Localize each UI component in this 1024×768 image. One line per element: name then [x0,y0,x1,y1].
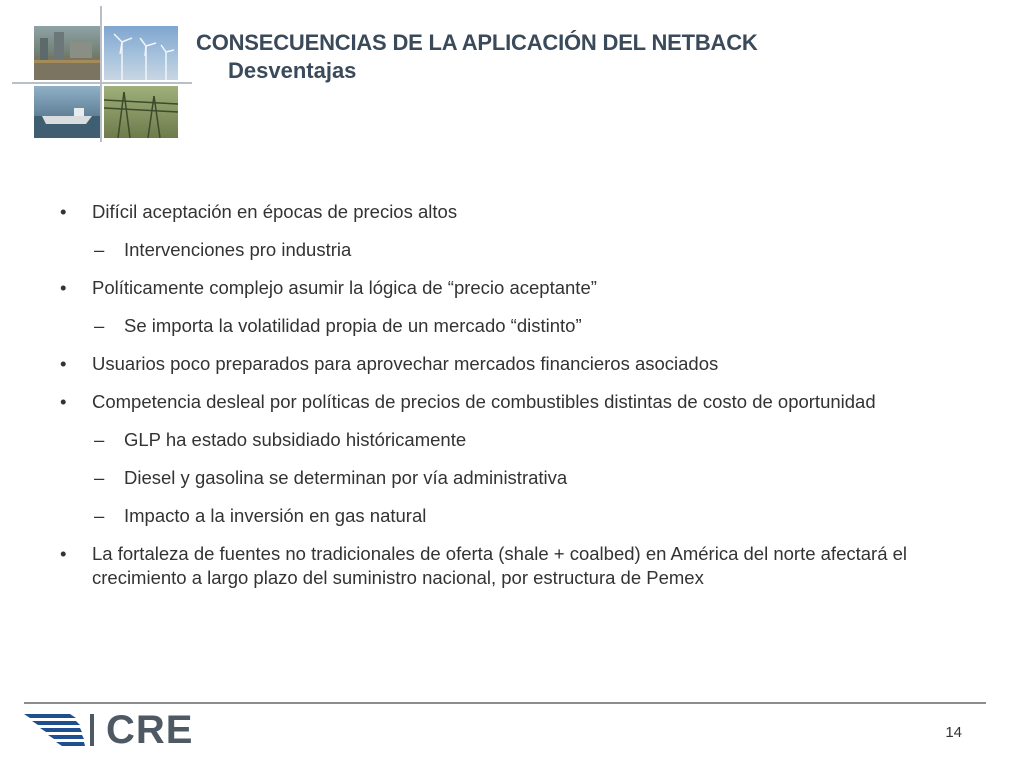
bullet-item [60,276,940,300]
sub-bullet-item [60,238,940,262]
collage-divider-vertical [100,6,102,142]
sub-bullet-text: Impacto a la inversión en gas natural [124,505,427,526]
bullet-marker: • [60,391,67,412]
bullet-item [60,542,940,590]
dash-marker: – [94,315,105,336]
sub-bullet-item [60,314,940,338]
bullet-text: Difícil aceptación en épocas de precios altos [92,201,458,222]
industrial-plant-photo [34,26,100,80]
sub-bullet-item [60,466,940,490]
sub-bullet-text: Se importa la volatilidad propia de un mercado “distinto” [124,315,582,336]
dash-marker: – [94,467,105,488]
page-number: 14 [945,724,962,741]
sub-bullet-text: Diesel y gasolina se determinan por vía administrativa [124,467,568,488]
header-photo-collage [12,6,192,142]
sub-bullet-text: Intervenciones pro industria [124,239,352,260]
cre-logo [24,708,194,752]
dash-marker: – [94,429,105,450]
wind-turbines-photo [104,26,178,80]
logo-wordmark: CRE [106,708,194,752]
slide-header [196,30,758,84]
bullet-marker: • [60,353,67,374]
bullet-item [60,200,940,224]
cre-logo-stripes-icon [24,712,104,748]
bullet-item [60,390,940,414]
dash-marker: – [94,239,105,260]
bullet-text: Políticamente complejo asumir la lógica de “precio aceptante” [92,277,597,298]
slide-subtitle: Desventajas [228,58,357,83]
bullet-list [60,200,940,604]
slide-title: CONSECUENCIAS DE LA APLICACIÓN DEL NETBACK [196,30,758,55]
bullet-marker: • [60,543,67,564]
power-lines-photo [104,86,178,138]
collage-divider-horizontal [12,82,192,84]
footer-divider [24,702,986,704]
dash-marker: – [94,505,105,526]
bullet-marker: • [60,277,67,298]
sub-bullet-text: GLP ha estado subsidiado históricamente [124,429,467,450]
bullet-text: Competencia desleal por políticas de precios de combustibles distintas de costo de oportunidad [92,391,876,412]
sub-bullet-item [60,504,940,528]
bullet-item [60,352,940,376]
tanker-ship-photo [34,86,100,138]
sub-bullet-item [60,428,940,452]
bullet-text: La fortaleza de fuentes no tradicionales de oferta (shale + coalbed) en América del norte afectará el crecimiento a largo plazo del suministro nacional, por estructura de Pemex [92,543,908,588]
bullet-text: Usuarios poco preparados para aprovechar mercados financieros asociados [92,353,719,374]
bullet-marker: • [60,201,67,222]
